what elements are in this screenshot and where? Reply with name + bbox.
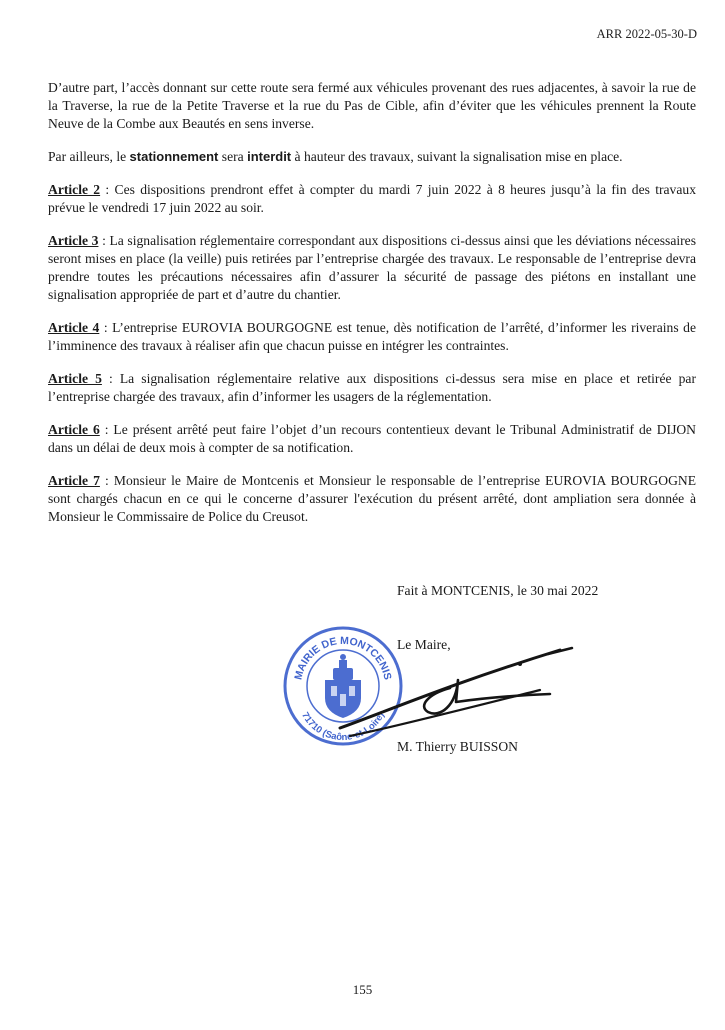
page-number: 155 [352, 982, 373, 997]
article-text: : Le présent arrêté peut faire l’objet d’un recours contentieux devant le Tribunal Administratif de DIJON dans un délai de deux mois à compter de sa notification. [48, 422, 696, 455]
article-3 [48, 232, 696, 304]
document-reference: ARR 2022-05-30-D [596, 27, 697, 41]
signatory-role: Le Maire, [397, 637, 451, 652]
article-5 [48, 370, 696, 406]
article-text: : La signalisation réglementaire correspondant aux dispositions ci-dessus ainsi que les déviations nécessaires seront mises en place (la veille) puis retirées par l’entreprise chargée des travaux. Le responsable de l’entreprise devra prendre toutes les précautions nécessaires afin d’assurer la sécurité de passage des piétons en installant une signalisation appropriée de part et d’autre du chantier. [48, 233, 697, 302]
article-text: : L’entreprise EUROVIA BOURGOGNE est tenue, dès notification de l’arrêté, d’informer les riverains de l’imminence des travaux à réaliser afin que chacun puisse en intégrer les contraintes. [48, 320, 696, 353]
paragraph-access-closure: D’autre part, l’accès donnant sur cette route sera fermé aux véhicules provenant des rues adjacentes, à savoir la rue de la Traverse, la rue de la Petite Traverse et la rue du Pas de Cible, afin d’éviter que les véhicules prennent la Route Neuve de la Combe aux Beautés en sens inverse. [48, 80, 696, 131]
article-label: Article 7 [48, 473, 100, 488]
article-6 [48, 421, 696, 457]
article-label: Article 3 [48, 233, 99, 248]
signatory-name: M. Thierry BUISSON [397, 739, 518, 754]
stamp-top-text: MAIRIE DE MONTCENIS [292, 634, 394, 682]
bold-interdit: interdit [247, 149, 292, 164]
paragraph-parking: Par ailleurs, le stationnement sera interdit à hauteur des travaux, suivant la signalisation mise en place. [48, 149, 623, 164]
stamp-bottom-text: 71710 (Saône-et-Loire) [299, 710, 387, 744]
document-body [48, 79, 696, 541]
article-label: Article 2 [48, 182, 101, 197]
article-text: : Ces dispositions prendront effet à compter du mardi 7 juin 2022 à 8 heures jusqu’à la fin des travaux prévue le vendredi 17 juin 2022 au soir. [48, 182, 696, 215]
article-2 [48, 181, 696, 217]
article-text: : La signalisation réglementaire relative aux dispositions ci-dessus sera mise en place et retirée par l’entreprise chargée des travaux, afin d’informer les usagers de la réglementation. [48, 371, 696, 404]
place-and-date: Fait à MONTCENIS, le 30 mai 2022 [397, 583, 599, 598]
article-text: : Monsieur le Maire de Montcenis et Monsieur le responsable de l’entreprise EUROVIA BOURGOGNE sont chargés chacun en ce qui le concerne d’assurer l'exécution du présent arrêté, dont ampliation sera donnée à Monsieur le Commissaire de Police du Creusot. [48, 473, 697, 524]
article-label: Article 4 [48, 320, 100, 335]
handwritten-signature [310, 640, 590, 750]
article-label: Article 6 [48, 422, 100, 437]
bold-stationnement: stationnement [129, 149, 219, 164]
article-4 [48, 319, 696, 355]
article-7 [48, 472, 696, 526]
article-label: Article 5 [48, 371, 102, 386]
